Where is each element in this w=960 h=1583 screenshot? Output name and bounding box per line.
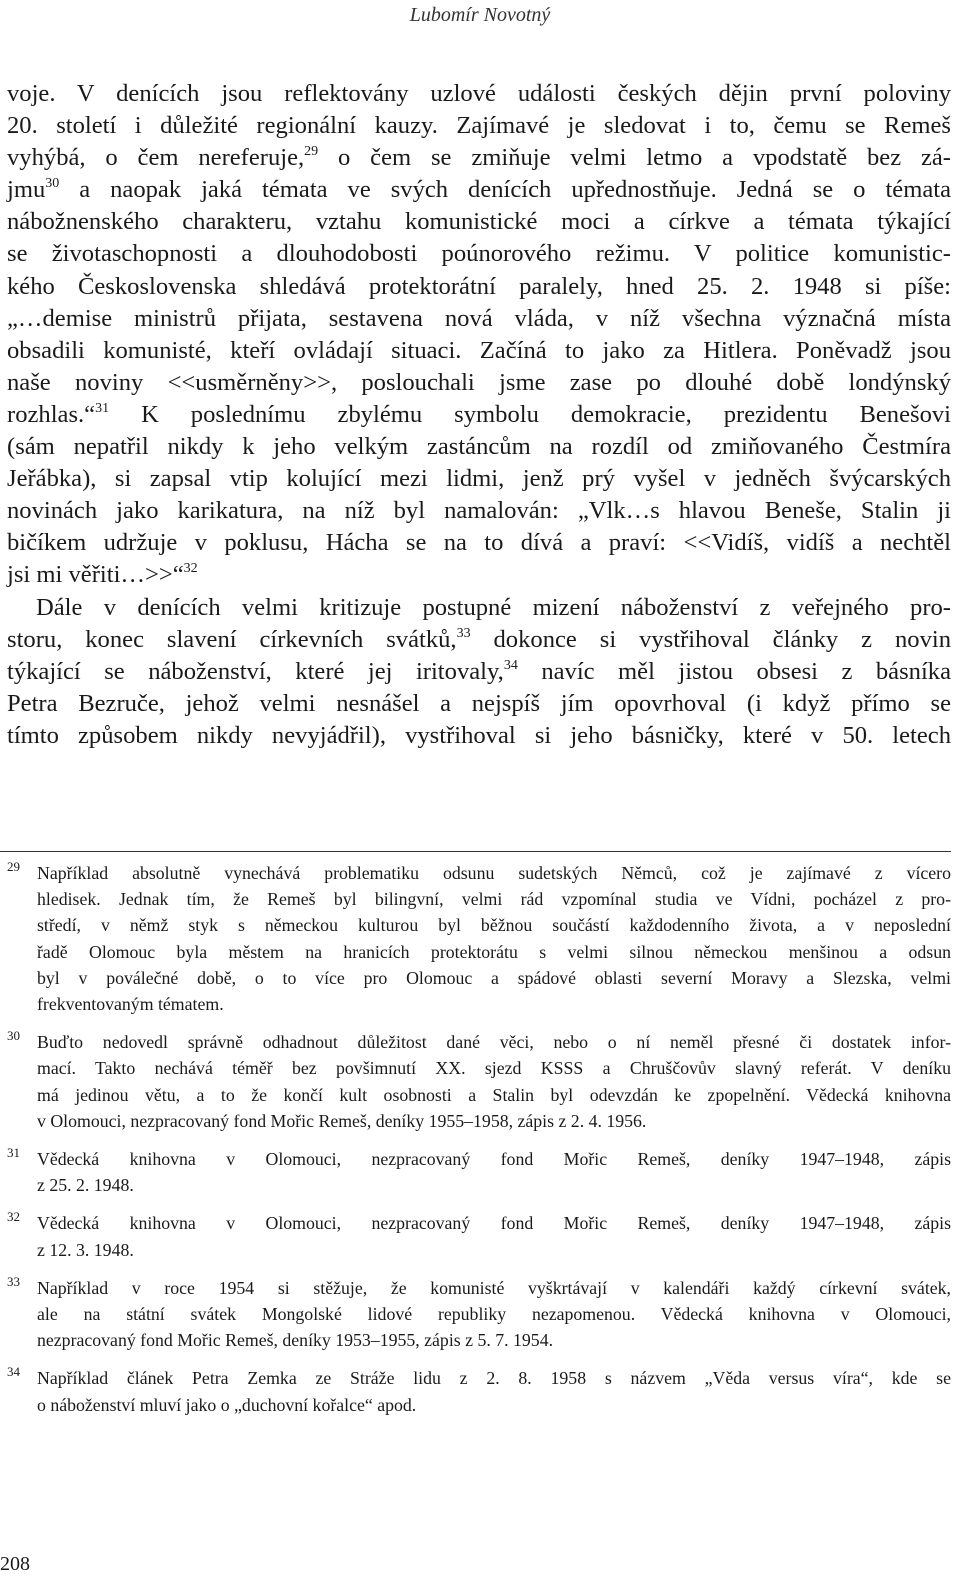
footnote-line: Buďto nedovedl správně odhadnout důležitost dané věci, nebo o ní neměl přesné či dostatek infor- xyxy=(37,1032,951,1053)
body-line: Dále v denících velmi kritizuje postupné mizení náboženství z veřejného pro- xyxy=(36,593,951,621)
footnote-line: Například absolutně vynechává problematiku odsunu sudetských Němců, což je zajímavé z vícero xyxy=(37,863,951,883)
body-line: Petra Bezruče, jehož velmi nesnášel a nejspíš jím opovrhoval (i když přímo se xyxy=(7,689,951,717)
footnote-line: má jedinou větu, a to že končí kult osobnosti a Stalin byl odevzdán ke zpopelnění. Vědecká knihovna xyxy=(37,1084,951,1105)
footnote-ref-32[interactable]: 32 xyxy=(183,561,198,577)
footnote-line: frekventovaným tématem. xyxy=(37,994,224,1015)
footnote-ref-29[interactable]: 29 xyxy=(304,144,319,160)
running-head: Lubomír Novotný xyxy=(409,4,551,26)
footnote-ref-30[interactable]: 30 xyxy=(45,176,60,192)
body-line: jsi mi věřiti…>>“$^{32}$ xyxy=(7,561,198,589)
footnote-line: byl v poválečné době, o to více pro Olomouc a spádové oblasti severní Moravy a Slezska, velmi xyxy=(37,967,951,988)
body-line: týkající se náboženství, které jej iritovaly,$^{34}$ navíc měl jistou obsesi z básníka xyxy=(7,657,952,685)
footnote-line: nezpracovaný fond Mořic Remeš, deníky 1953–1955, zápis z 5. 7. 1954. xyxy=(37,1330,554,1351)
body-line: rozhlas.“$^{31}$ K poslednímu zbylému symbolu demokracie, prezidentu Benešovi xyxy=(7,400,951,428)
footnote-31 xyxy=(7,1146,951,1198)
footnote-ref-31[interactable]: 31 xyxy=(95,400,110,416)
footnote-33 xyxy=(7,1275,951,1354)
footnote-number: 33 xyxy=(7,1273,20,1289)
footnote-29 xyxy=(7,860,951,1017)
footnote-line: v Olomouci, nezpracovaný fond Mořic Remeš, deníky 1955–1958, zápis z 2. 4. 1956. xyxy=(37,1110,647,1131)
footnote-number: 29 xyxy=(7,859,20,874)
footnote-line: Vědecká knihovna v Olomouci, nezpracovaný fond Mořic Remeš, deníky 1947–1948, zápis xyxy=(37,1149,951,1170)
body-text xyxy=(7,78,951,752)
footnote-line: z 25. 2. 1948. xyxy=(37,1175,134,1196)
footnote-line: mací. Takto nechává téměř bez povšimnutí XX. sjezd KSSS a Chruščovův slavný referát. V deníku xyxy=(37,1058,951,1079)
footnote-line: Například v roce 1954 si stěžuje, že komunisté vyškrtávají v kalendáři každý církevní svátek, xyxy=(37,1277,951,1298)
footnotes xyxy=(7,860,951,1430)
body-line: 20. století i důležité regionální kauzy. Zajímavé je sledovat i to, čemu se Remeš xyxy=(7,112,951,140)
body-line: novinách jako karikatura, na níž byl namalován: „Vlk…s hlavou Beneše, Stalin ji xyxy=(7,497,951,525)
footnote-line: z 12. 3. 1948. xyxy=(37,1239,134,1260)
footnote-number: 31 xyxy=(7,1145,20,1161)
body-line: jmu$^{30}$ a naopak jaká témata ve svých denících upřednostňuje. Jedná se o témata xyxy=(7,176,951,204)
body-line: voje. V denících jsou reflektovány uzlové události českých dějin první poloviny xyxy=(7,80,951,107)
body-line: „…demise ministrů přijata, sestavena nová vláda, v níž všechna význačná místa xyxy=(7,304,951,332)
body-line: storu, konec slavení církevních svátků,$^{33}$ dokonce si vystřihoval články z novin xyxy=(7,625,951,653)
body-line: bičíkem udržuje v poklusu, Hácha se na to dívá a praví: <<Vidíš, vidíš a nechtěl xyxy=(7,529,951,557)
footnote-separator xyxy=(0,851,951,852)
footnote-32 xyxy=(7,1210,951,1262)
body-line: obsadili komunisté, kteří ovládají situaci. Začíná to jako za Hitlera. Poněvadž jsou xyxy=(7,336,951,364)
body-line: vyhýbá, o čem nereferuje,$^{29}$ o čem se zmiňuje velmi letmo a vpodstatě bez zá- xyxy=(7,144,951,172)
body-line: nábožnenského charakteru, vztahu komunistické moci a církve a témata týkající xyxy=(7,208,951,236)
body-line: Jeřábka), si zapsal vtip kolující mezi lidmi, jenž prý vyšel v jedněch švýcarských xyxy=(7,465,951,493)
footnote-line: ale na státní svátek Mongolské lidové republiky nezapomenou. Vědecká knihovna v Olomouci, xyxy=(37,1304,951,1325)
footnote-line: Vědecká knihovna v Olomouci, nezpracovaný fond Mořic Remeš, deníky 1947–1948, zápis xyxy=(37,1213,951,1234)
body-line: naše noviny <<usměrněny>>, poslouchali jsme zase po dlouhé době londýnský xyxy=(7,368,951,396)
footnote-ref-33[interactable]: 33 xyxy=(456,625,471,641)
footnote-number: 34 xyxy=(7,1364,20,1380)
page-number: 208 xyxy=(0,1553,30,1575)
footnote-line: středí, v němž styk s německou kulturou byl běžnou součástí každodenního života, a v neposlední xyxy=(37,915,951,936)
footnote-number: 30 xyxy=(7,1028,20,1044)
body-line: se životaschopnosti a dlouhodobosti poúnorového režimu. V politice komunistic- xyxy=(7,240,951,268)
footnote-line: hledisek. Jednak tím, že Remeš byl bilingvní, velmi rád vzpomínal studia ve Vídni, pocházel z pro- xyxy=(37,889,951,910)
body-line: (sám nepatřil nikdy k jeho velkým zastáncům na rozdíl od zmiňovaného Čestmíra xyxy=(7,433,951,461)
footnote-34 xyxy=(7,1365,951,1417)
footnote-30 xyxy=(7,1029,951,1134)
footnote-line: Například článek Petra Zemka ze Stráže lidu z 2. 8. 1958 s názvem „Věda versus víra“, kde se xyxy=(37,1368,951,1389)
footnote-number: 32 xyxy=(7,1209,20,1225)
footnote-line: řadě Olomouc byla městem na hranicích protektorátu s velmi silnou německou menšinou a odsun xyxy=(37,941,951,962)
body-line: kého Československa shledává protektorátní paralely, hned 25. 2. 1948 si píše: xyxy=(7,272,951,300)
footnote-line: o náboženství mluví jako o „duchovní kořalce“ apod. xyxy=(37,1394,417,1415)
body-line: tímto způsobem nikdy nevyjádřil), vystřihoval si jeho básničky, které v 50. letech xyxy=(7,721,951,749)
footnote-ref-34[interactable]: 34 xyxy=(503,657,518,673)
